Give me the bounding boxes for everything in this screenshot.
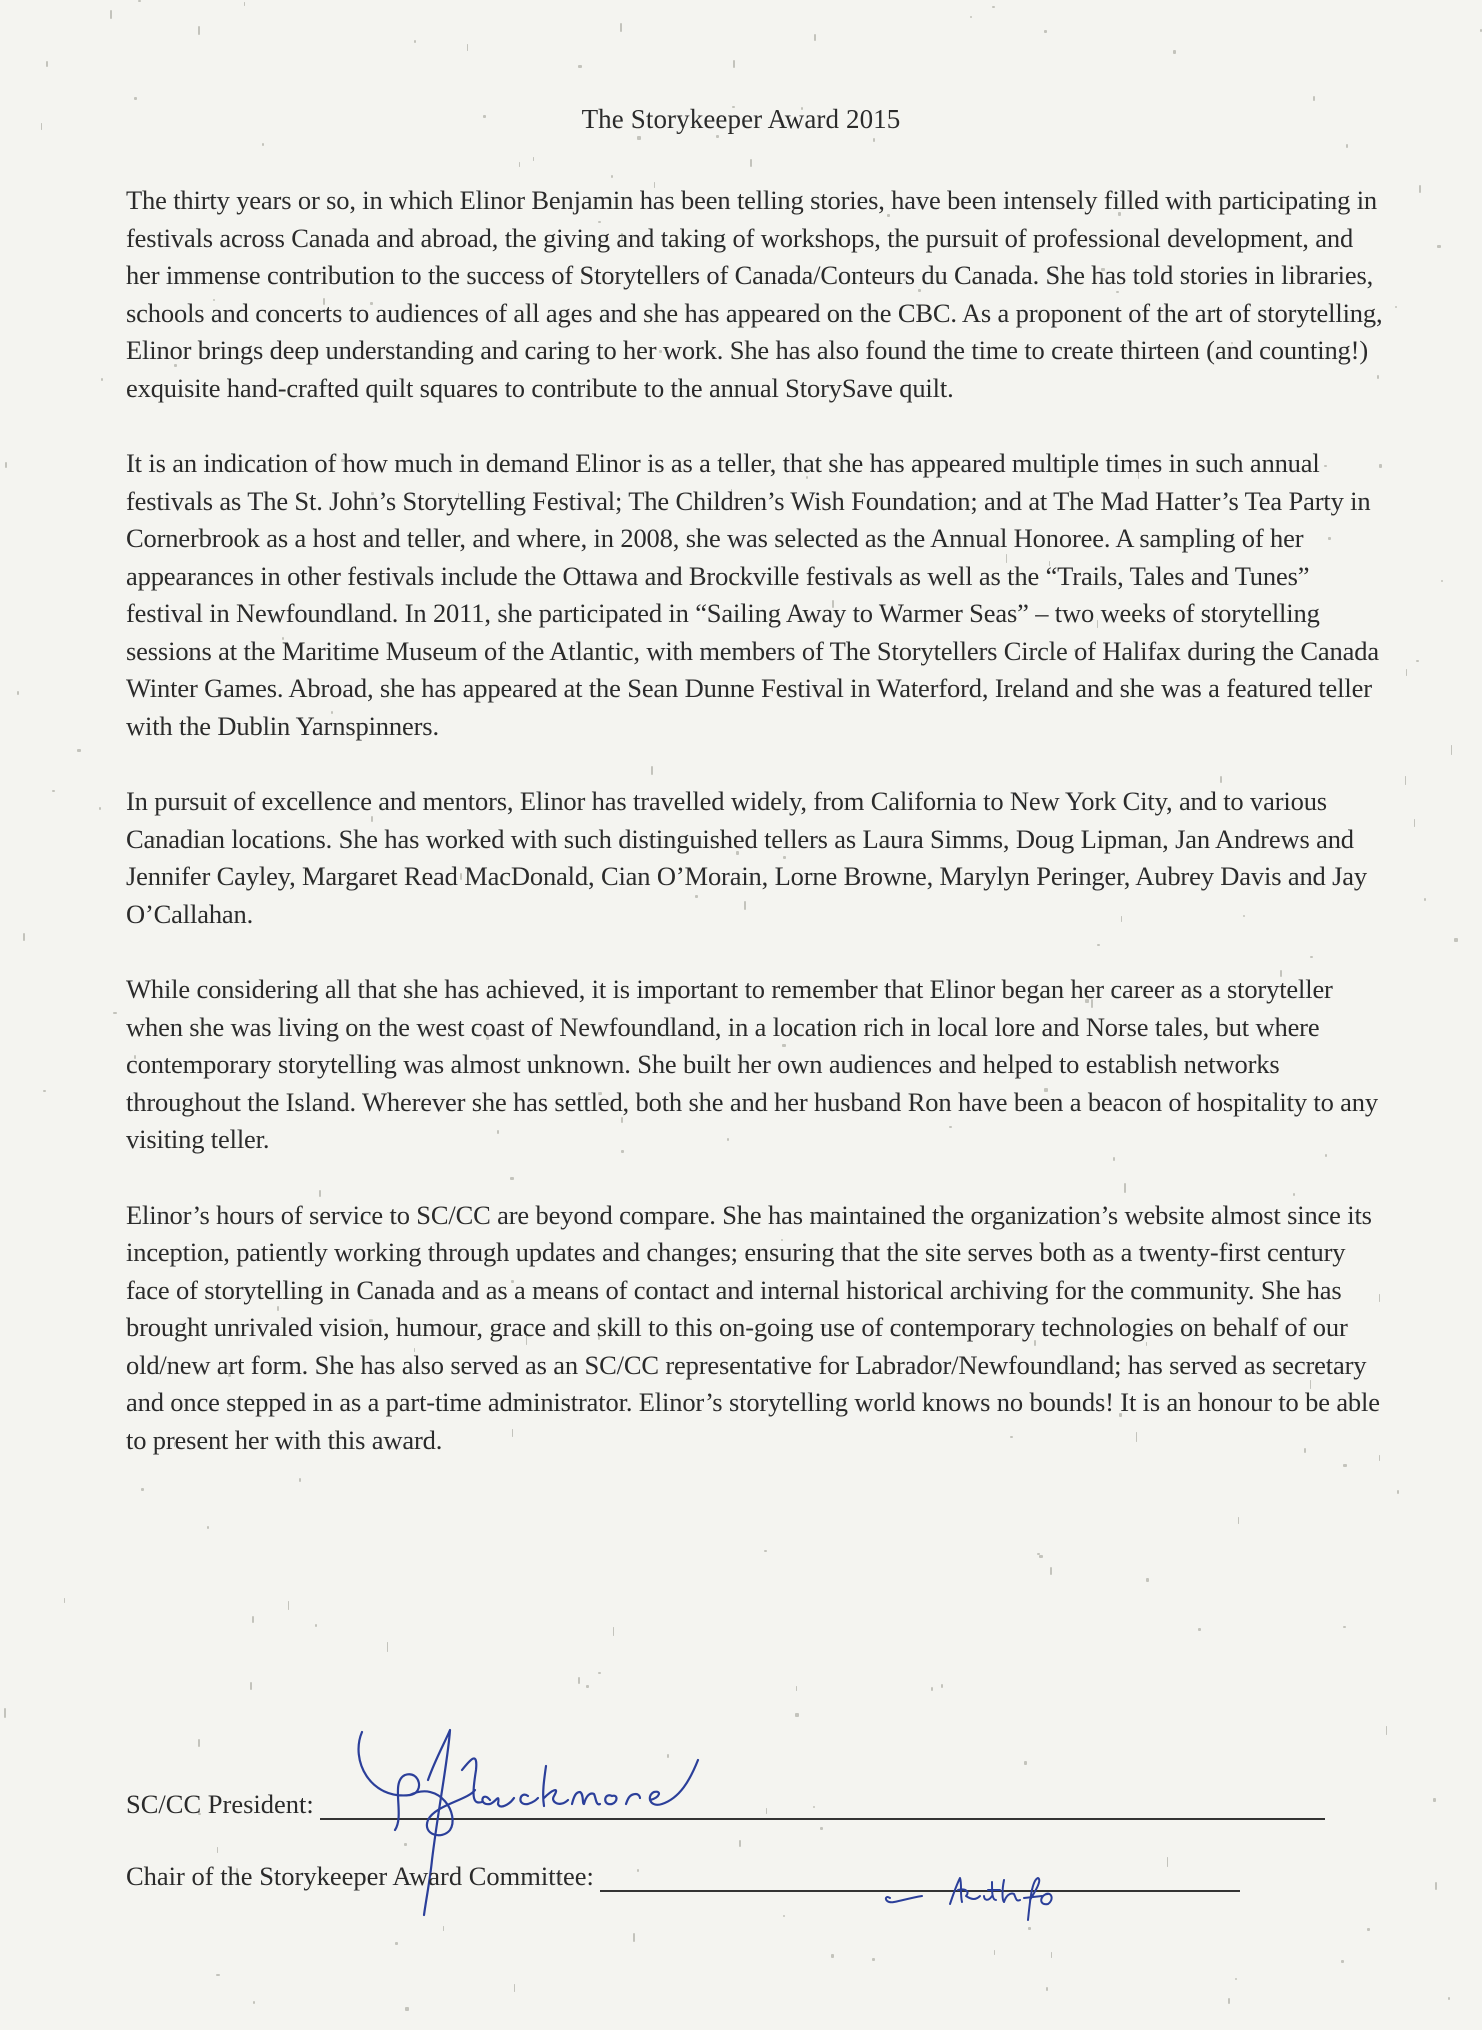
paper-speck <box>198 26 200 35</box>
chair-label: Chair of the Storykeeper Award Committee: <box>126 1861 594 1891</box>
paper-speck <box>814 34 816 41</box>
paper-speck <box>315 1624 317 1628</box>
paper-speck <box>578 65 581 69</box>
paper-speck <box>637 136 641 140</box>
paper-speck <box>252 1616 254 1624</box>
paper-speck <box>795 1713 798 1717</box>
paper-speck <box>1051 1952 1053 1958</box>
paper-speck <box>17 691 19 695</box>
paper-speck <box>1146 1578 1149 1582</box>
paper-speck <box>1395 306 1397 308</box>
paper-speck <box>1341 1960 1344 1963</box>
paper-speck <box>77 749 81 752</box>
paper-speck <box>288 1601 290 1610</box>
paper-speck <box>46 61 48 66</box>
paper-speck <box>64 1598 66 1603</box>
paper-speck <box>1414 819 1416 827</box>
paper-speck <box>872 1958 875 1961</box>
paper-speck <box>611 175 613 178</box>
paper-speck <box>244 2 246 7</box>
paragraph-festival-appearances: It is an indication of how much in demand Elinor is as a teller, that she has appeared multiple times in such annual festivals as The St. John’s Storytelling Festival; The Children’s Wish Foundation; and at The Mad Hatter’s Tea Party in Cornerbrook as a host and teller, and where, in 2008, she was selected as the Annual Honoree. A sampling of her appearances in other festivals include the Ottawa and Brockville festivals as well as the “Trails, Tales and Tunes” festival in Newfoundland. In 2011, she participated in “Sailing Away to Warmer Seas” – two weeks of storytelling sessions at the Maritime Museum of the Atlantic, with members of The Storytellers Circle of Halifax during the Canada Winter Games. Abroad, she has appeared at the Sean Dunne Festival in Waterford, Ireland and she was a featured teller with the Dublin Yarnspinners. <box>126 448 1379 741</box>
paper-speck <box>217 1847 219 1852</box>
paper-speck <box>1228 1998 1230 2003</box>
paper-speck <box>1173 50 1176 54</box>
paper-speck <box>764 1550 767 1552</box>
paper-speck <box>931 1687 933 1691</box>
paper-speck <box>873 138 875 142</box>
paper-speck <box>1419 185 1421 193</box>
paper-speck <box>1235 1978 1237 1980</box>
paper-speck <box>1416 660 1419 663</box>
paper-speck <box>5 462 7 468</box>
paper-speck <box>262 143 264 146</box>
paper-speck <box>1367 1928 1370 1931</box>
document-body <box>126 182 1386 1497</box>
paper-speck <box>1386 1726 1388 1735</box>
paper-speck <box>134 97 137 100</box>
paragraph-mentors: In pursuit of excellence and mentors, Elinor has travelled widely, from California to New York City, and to various Canadian locations. She has worked with such distinguished tellers as Laura Simms, Doug Lipman, Jan Andrews and Jennifer Cayley, Margaret Read MacDonald, Cian O’Morain, Lorne Browne, Marylyn Peringer, Aubrey Davis and Jay O’Callahan. <box>126 786 1367 929</box>
paper-speck <box>994 1950 996 1955</box>
paper-speck <box>1050 1567 1052 1575</box>
paper-speck <box>514 1984 516 1992</box>
paper-speck <box>1044 30 1047 33</box>
paper-speck <box>52 790 55 792</box>
paper-speck <box>43 1090 46 1092</box>
paper-speck <box>1397 1490 1399 1494</box>
paragraph-career-overview: The thirty years or so, in which Elinor Benjamin has been telling stories, have been intensely filled with participating in festivals across Canada and abroad, the giving and taking of workshops, the pursuit of professional development, and her immense contribution to the success of Storytellers of Canada/Conteurs du Canada. She has told stories in libraries, schools and concerts to audiences of all ages and she has appeared on the CBC. As a proponent of the art of storytelling, Elinor brings deep understanding and caring to her work. She has also found the time to create thirteen (and counting!) exquisite hand-crafted quilt squares to contribute to the annual StorySave quilt. <box>126 185 1383 403</box>
paper-speck <box>1039 1555 1043 1559</box>
paragraph-service-to-sccc: Elinor’s hours of service to SC/CC are beyond compare. She has maintained the organization’s website almost since its inception, patiently working through updates and changes; ensuring that the site serves both as a twenty-first century face of storytelling in Canada and as a means of contact and internal historical archiving for the community. She has brought unrivaled vision, humour, grace and skill to this on-going use of contemporary technologies on behalf of our old/new art form. She has also served as an SC/CC representative for Labrador/Newfoundland; has served as secretary and once stepped in as a part-time administrator. Elinor’s storytelling world knows no bounds! It is an honour to be able to present her with this award. <box>126 1199 1380 1455</box>
paper-speck <box>101 378 103 381</box>
chair-signature <box>880 1870 1080 1930</box>
paper-speck <box>1448 1997 1450 2001</box>
paper-speck <box>198 1739 200 1748</box>
paper-speck <box>633 1933 635 1942</box>
paper-speck <box>414 40 416 43</box>
paper-speck <box>733 60 735 68</box>
paper-speck <box>533 157 535 161</box>
paper-speck <box>395 1942 398 1945</box>
document-title: The Storykeeper Award 2015 <box>581 104 901 134</box>
paper-speck <box>250 1682 252 1690</box>
paper-speck <box>4 1708 6 1717</box>
paper-speck <box>1437 245 1441 247</box>
paper-speck <box>467 44 469 51</box>
paper-speck <box>1346 144 1348 147</box>
paper-speck <box>796 1686 798 1691</box>
paper-speck <box>1238 1517 1240 1525</box>
paper-speck <box>716 135 719 138</box>
paper-speck <box>207 1526 209 1529</box>
paper-speck <box>23 933 25 941</box>
paper-speck <box>110 10 112 19</box>
paper-speck <box>1024 1761 1027 1765</box>
paper-speck <box>750 159 752 167</box>
paper-speck <box>138 0 141 2</box>
paper-speck <box>1198 1628 1201 1631</box>
paper-speck <box>620 23 622 32</box>
paper-speck <box>941 1684 943 1688</box>
paper-speck <box>1313 96 1315 101</box>
paper-speck <box>586 1685 589 1688</box>
paper-speck <box>1046 1987 1048 1990</box>
paper-speck <box>216 1974 220 1976</box>
paper-speck <box>387 1642 389 1652</box>
paper-speck <box>443 1926 445 1931</box>
paper-speck <box>1343 1626 1346 1628</box>
paper-speck <box>1424 898 1427 901</box>
paper-speck <box>1441 580 1443 582</box>
paper-speck <box>519 162 521 167</box>
paper-speck <box>1406 669 1408 676</box>
paper-speck <box>1037 1553 1040 1555</box>
paper-speck <box>831 1954 834 1958</box>
president-label: SC/CC President: <box>126 1789 314 1819</box>
paragraph-newfoundland-beginnings: While considering all that she has achieved, it is important to remember that Elinor began her career as a storyteller when she was living on the west coast of Newfoundland, in a location rich in local lore and Norse tales, but where contemporary storytelling was almost unknown. She built her own audiences and helped to establish networks throughout the Island. Wherever she has settled, both she and her husband Ron have been a beacon of hospitality to any visiting teller. <box>126 974 1378 1154</box>
paper-speck <box>99 807 101 810</box>
paper-speck <box>970 16 972 19</box>
paper-speck <box>1433 1798 1436 1801</box>
paper-speck <box>1405 776 1407 785</box>
paper-speck <box>405 2007 409 2011</box>
paper-speck <box>992 6 995 8</box>
paper-speck <box>598 1672 601 1675</box>
paper-speck <box>578 1677 580 1684</box>
paper-speck <box>113 1012 116 1014</box>
paper-speck <box>1451 745 1453 754</box>
paper-speck <box>613 1627 615 1636</box>
paper-speck <box>1454 938 1458 942</box>
paper-speck <box>1435 1882 1437 1890</box>
paper-speck <box>253 2001 255 2004</box>
